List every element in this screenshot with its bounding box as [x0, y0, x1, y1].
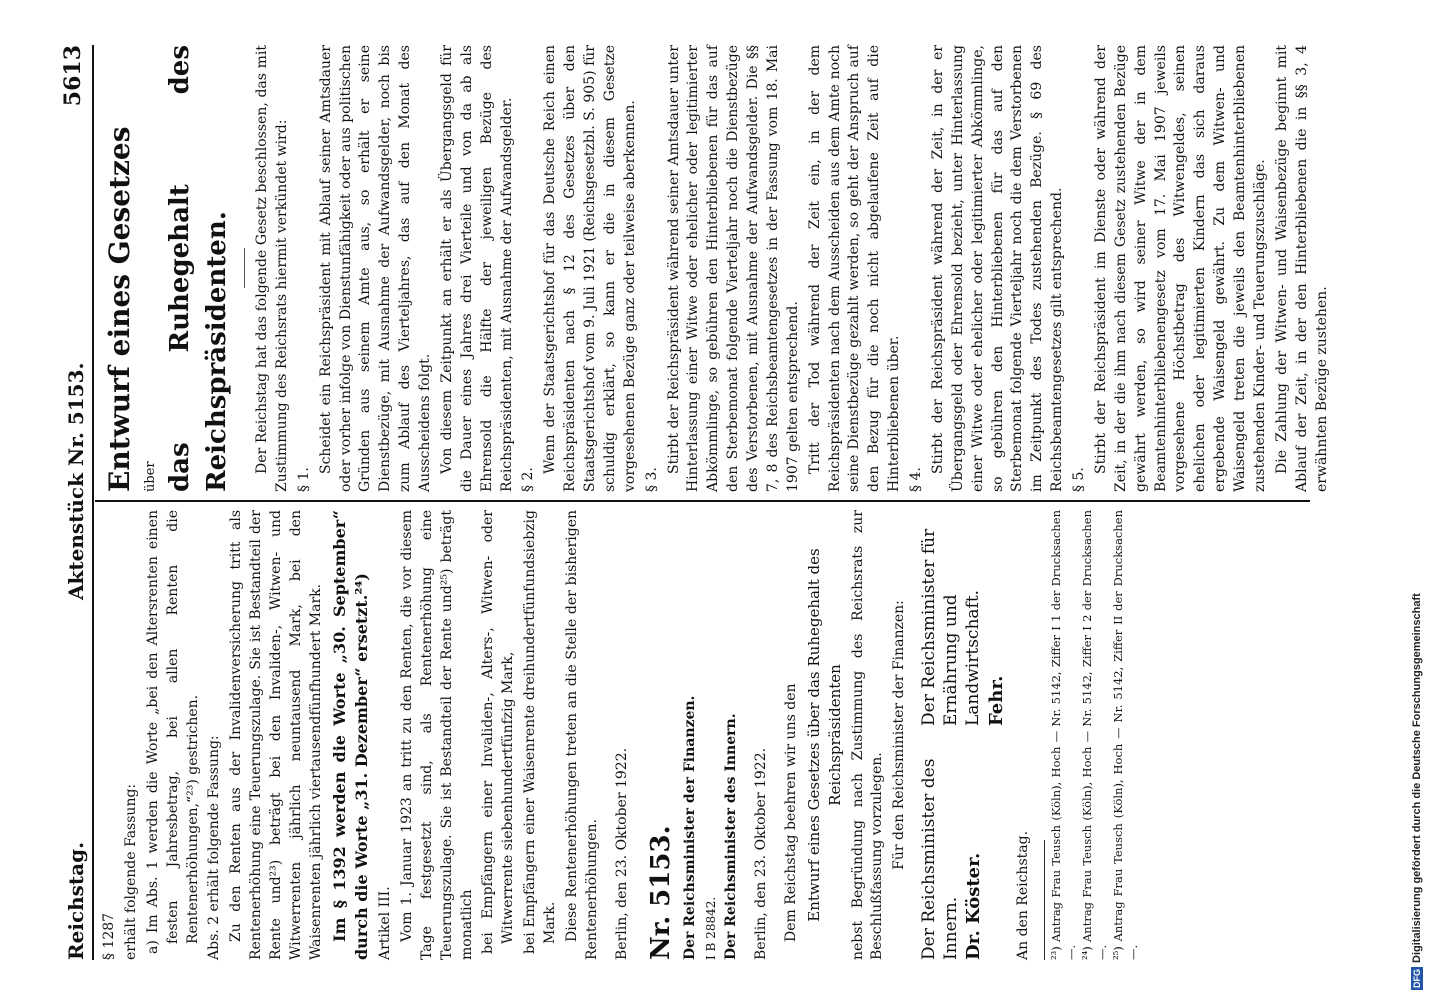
dfg-logo: DFG — [1412, 969, 1422, 988]
artikel-heading: Artikel III. — [377, 886, 394, 960]
separator — [244, 249, 245, 289]
reference-number: I B 28842. — [704, 896, 719, 960]
paragraph: Stirbt der Reichspräsident während seiner Amtsdauer unter Hinterlassung einer Witwe oder ehelicher oder legitimierter Abkömmlinge, so gebühren den Hinterbliebenen für das auf den Sterbemonat folgende Vierteljahr noch die Dienstbezüge des Verstorbenen, mit Ausnahme der Aufwandsgelder. Die §§ 7, 8 des Reichsbeamtengesetzes in der Fassung vom 18. Mai 1907 gelten entsprechend. — [665, 45, 801, 492]
footnote: ²⁴) Antrag Frau Teusch (Köln), Hoch — Nr. 5142, Ziffer I 2 der Drucksachen —. — [1079, 510, 1110, 960]
paragraph: bei Empfängern einer Waisenrente dreihundertfünfundsiebzig Mark. — [522, 510, 559, 954]
paragraph: Dem Reichstag beehren wir uns den — [783, 683, 800, 942]
paragraph: Die Zahlung der Witwen- und Waisenbezüge beginnt mit Ablauf der Zeit, in der den Hinterbliebenen die in §§ 3, 4 erwähnten Bezüge zustehen. — [1273, 45, 1330, 492]
paragraph: Tritt der Tod während der Zeit ein, in der dem Reichspräsidenten nach dem Ausscheiden aus dem Amte noch seine Dienstbezüge gezahlt werden, so geht der Anspruch auf den Bezug für die noch nicht abgelaufene Zeit auf die Hinterbliebenen über. — [806, 45, 903, 492]
paragraph: bei Empfängern einer Invaliden-, Alters-, Witwen- oder Witwerrente siebenhundertfünfzig Mark, — [480, 510, 517, 954]
paragraph: Abs. 2 erhält folgende Fassung: — [206, 735, 223, 960]
header-rule — [92, 45, 94, 960]
section-heading: § 4. — [908, 467, 925, 492]
left-column — [100, 510, 1142, 960]
page-number: 5613 — [60, 45, 86, 107]
signature-name: Fehr. — [985, 675, 1007, 726]
header-left: Reichstag. — [64, 841, 88, 960]
date-line: Berlin, den 23. Oktober 1922. — [613, 747, 630, 960]
paragraph: Stirbt der Reichspräsident im Dienste oder während der Zeit, in der die ihm nach diesem Gesetz zustehenden Bezüge gewährt werden, so wird seiner Witwe der in dem Beamtenhinterbliebenengesetz vom 17. Mai 1907 jeweils vorgesehene Höchstbetrag des Witwengeldes, seinen ehelichen oder legitimierten Kindern das sich daraus ergebende Waisengeld gewährt. Zu dem Witwen- und Waisengeld treten die jeweils den Beamtenhinterbliebenen zustehenden Kinder- und Teuerungszuschläge. — [1092, 45, 1268, 492]
header-center: Aktenstück Nr. 5153. — [64, 362, 88, 600]
section-heading: § 3. — [643, 467, 660, 492]
footnote-rule — [1044, 840, 1045, 960]
paragraph: Stirbt der Reichspräsident während der Zeit, in der er Übergangsgeld oder Ehrensold bezieht, unter Hinterlassung einer Witwe oder ehelicher oder legitimierter Abkömmlinge, so gebühren den Hinterbliebenen für das auf den Sterbemonat folgende Vierteljahr noch die dem Verstorbenen im Zeitpunkt des Todes zustehenden Bezüge. § 69 des Reichsbeamtengesetzes gilt entsprechend. — [929, 45, 1066, 492]
addressee: An den Reichstag. — [1014, 830, 1031, 960]
paragraph: Entwurf eines Gesetzes über das Ruhegehalt des Reichspräsidenten — [805, 548, 845, 922]
section-heading: § 1. — [295, 467, 312, 492]
law-subtitle: das Ruhegehalt des Reichspräsidenten. — [165, 45, 233, 492]
date-line: Berlin, den 23. Oktober 1922. — [753, 747, 770, 960]
paragraph: Scheidet ein Reichspräsident mit Ablauf seiner Amtsdauer oder vorher infolge von Dienstunfähigkeit oder aus politischen Gründen aus seinem Amte aus, so erhält er seine Dienstbezüge, mit Ausnahme der Aufwandsgelder, noch bis zum Ablauf des Vierteljahres, das auf den Monat des Ausscheidens folgt. — [317, 45, 434, 492]
paragraph: a) Im Abs. 1 werden die Worte „bei den Altersrenten einen festen Jahresbetrag, bei allen Renten die Rentenerhöhungen,“²³) gestrichen. — [144, 510, 201, 954]
paragraph: erhält folgende Fassung: — [122, 783, 139, 960]
paragraph: Von diesem Zeitpunkt an erhält er als Übergangsgeld für die Dauer eines Jahres drei Vierteile und von da ab als Ehrensold die Hälfte der jeweiligen Bezüge des Reichspräsidenten, mit Ausnahme der Aufwandsgelder. — [438, 45, 515, 492]
signature-left — [918, 744, 1008, 960]
footnote: ²³) Antrag Frau Teusch (Köln), Hoch — Nr. 5142, Ziffer I 1 der Drucksachen —. — [1048, 510, 1079, 960]
signature-block — [918, 510, 1008, 960]
ministry-line: Der Reichsminister des Innern. — [723, 713, 740, 960]
section-heading: § 2. — [520, 467, 537, 492]
paragraph: Vom 1. Januar 1923 an tritt zu den Renten, die vor diesem Tage festgesetzt sind, als Rentenerhöhung eine Teuerungszulage. Sie ist Bestandteil der Rente und²⁵) beträgt monatlich — [398, 510, 475, 960]
signature-title: Der Reichsminister des Innern. — [919, 758, 962, 960]
signature-right — [918, 510, 1008, 726]
paragraph: Für den Reichsminister der Finanzen: — [891, 600, 908, 870]
section-heading: § 1287 — [101, 912, 117, 960]
paragraph: nebst Begründung nach Zustimmung des Reichsrats zur Beschlußfassung vorzulegen. — [849, 510, 886, 960]
ministry-line: Der Reichsminister der Finanzen. — [682, 695, 699, 960]
paragraph: Wenn der Staatsgerichtshof für das Deutsche Reich einen Reichspräsidenten nach § 12 des Gesetzes über den Staatsgerichtshof vom 9. Juli 1921 (Reichsgesetzbl. S. 905) für schuldig erklärt, so kann er die in diesem Gesetze vorgesehenen Bezüge ganz oder teilweise aberkennen. — [542, 45, 638, 492]
signature-title: Der Reichsminister für Ernährung und Landwirtschaft. — [919, 528, 984, 726]
funding-text: Digitalisierung gefördert durch die Deutsche Forschungsgemeinschaft — [1411, 593, 1423, 963]
right-column — [100, 45, 1334, 492]
paragraph: Der Reichstag hat das folgende Gesetz beschlossen, das mit Zustimmung des Reichsrats hiermit verkündet wird: — [254, 45, 290, 492]
section-heading: § 5. — [1071, 467, 1088, 492]
paragraph: Zu den Renten aus der Invalidenversicherung tritt als Rentenerhöhung eine Teuerungszulage. Sie ist Bestandteil der Rente und²³) beträgt bei den Invaliden-, Witwen- und Witwerrenten jährlich neuntausend Mark, bei den Waisenrenten jährlich viertausendfünfhundert Mark. — [228, 510, 324, 960]
column-divider — [95, 500, 1310, 502]
funding-note — [1405, 10, 1429, 990]
footnote: ²⁵) Antrag Frau Teusch (Köln), Hoch — Nr. 5142, Ziffer II der Drucksachen —. — [1110, 510, 1141, 960]
document-number: Nr. 5153. — [645, 825, 676, 960]
signature-name: Dr. Köster. — [963, 852, 985, 960]
law-title: Entwurf eines Gesetzes — [103, 126, 136, 492]
page-header — [60, 45, 90, 960]
paragraph: Diese Rentenerhöhungen treten an die Stelle der bisherigen Rentenerhöhungen. — [563, 510, 600, 960]
paragraph: Im § 1392 werden die Worte „30. September“ durch die Worte „31. Dezember“ ersetzt.²⁴) — [329, 510, 372, 960]
law-title-connector: über — [142, 461, 158, 492]
